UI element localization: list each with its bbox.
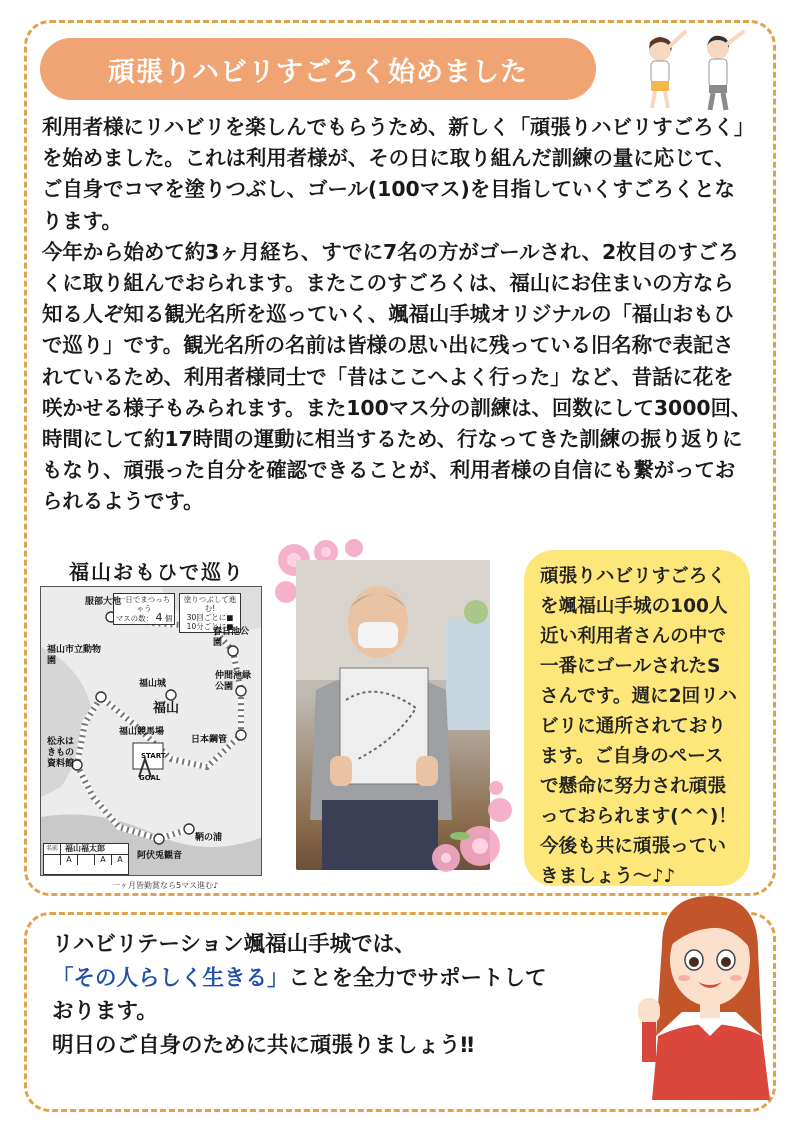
footer-message [52,928,652,1062]
stretching-people-illustration [630,28,760,112]
article-body [42,112,754,518]
article-paragraph-1: 利用者様にリハビリを楽しんでもらうため、新しく「頑張りハビリすごろく」を始めました。これは利用者様が、その日に取り組んだ訓練の量に応じて、ご自身でコマを塗りつぶし、ゴール(100マス)を目指していくすごろくとなります。 [42,115,745,233]
staff-cheering-illustration [632,886,778,1100]
map-place-fukuyama: 福山 [153,701,180,716]
footer-line-3: おります。 [52,999,158,1024]
map-legend-squares: 一日でまつっちゃう マスの数： 4 個 [113,593,175,625]
article-paragraph-2: 今年から始めて約3ヶ月経ち、すでに7名の方がゴールされ、2枚目のすごろくに取り組んでおられます。またこのすごろくは、福山にお住まいの方なら知る人ぞ知る観光名所を巡っていく、颯福山手城オリジナルの「福山おもひで巡り」です。観光名所の名前は皆様の思い出に残っている旧名称で表記されているため、利用者様同士で「昔はここへよく行った」など、昔話に花を咲かせる様子もみられます。また100マス分の訓練は、回数にして3000回、時間にして約17時間の運動に相当するため、行なってきた訓練の振り返りにもなり、頑張った自分を確認できることが、利用者様の自信にも繋がっておられるようです。 [42,239,752,514]
footer-line-4: 明日のご自身のために共に頑張りましょう‼ [52,1032,474,1058]
map-place-tomonoura: 鞆の浦 [195,833,223,843]
map-place-hakimono-museum: 松永はきもの資料館 [47,737,75,769]
map-place-zoo: 福山市立動物園 [47,645,102,666]
map-place-kasuga-park: 春日池公園 [213,627,250,648]
map-title: 福山おもひで巡り [69,560,245,584]
footer-highlight: 「その人らしく生きる」 [52,965,289,991]
map-place-racecourse: 福山競馬場 [119,727,165,737]
map-start-label: START [141,752,166,760]
map-name-box: 名前 福山福太郎 A A A [43,843,129,875]
footer-line-1: リハビリテーション颯福山手城では、 [52,932,416,957]
map-place-abuto-kannon: 阿伏兎観音 [137,851,183,861]
map-place-nakama-park: 仲間池緑公園 [215,671,252,692]
footer-line-2: ことを全力でサポートして [288,965,547,991]
pink-flower-decoration-bottom [400,780,520,880]
map-goal-label: GOAL [139,774,161,782]
page-title: 頑張りハビリすごろく始めました [40,38,596,100]
sugoroku-route-map [40,586,262,876]
map-place-fukuyama-castle: 福山城 [139,679,167,689]
participant-note: 頑張りハビリすごろくを颯福山手城の100人近い利用者さんの中で一番にゴールされたSさんです。週に2回リハビリに通所されております。ご自身のペースで懸命に努力され頑張っておられます(^^)！今後も共に頑張っていきましょう～♪♪ [524,550,750,886]
map-place-nippon-kokan: 日本鋼管 [191,735,228,745]
map-legend-fill-rule: 塗りつぶして進む! 30回ごとに■ 10分ごとに■ [179,593,241,633]
map-footnote: 一ヶ月皆勤賞なら5マス進む♪ [112,881,219,890]
map-place-hattori-oike: 服部大池 [85,597,122,607]
